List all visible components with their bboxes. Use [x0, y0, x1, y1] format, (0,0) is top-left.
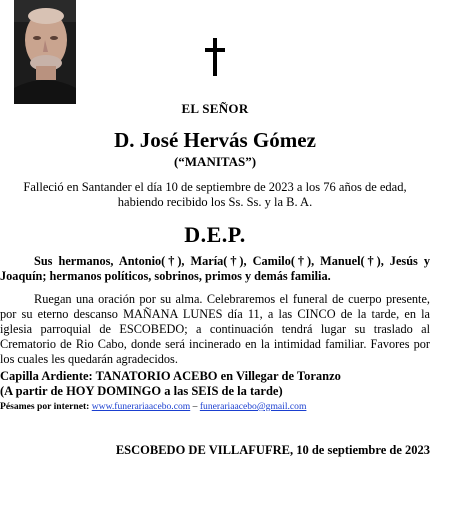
- condolences-line: [0, 401, 440, 412]
- funeral-text: Ruegan una oración por su alma. Celebraremos el funeral de cuerpo presente, por su eterno descanso MAÑANA LUNES día 11, a las CINCO de la tarde, en la iglesia parroquial de ESCOBEDO; a continuación tendrá lugar su traslado al Crematorio de Rio Cabo, donde será incinerado en la intimidad familiar. Favores por los cuales les quedarán agradecidos.: [0, 292, 430, 366]
- deceased-name: D. José Hervás Gómez: [114, 128, 316, 152]
- place-date: ESCOBEDO DE VILLAFUFRE, 10 de septiembre de 2023: [115, 443, 430, 457]
- death-notice: [0, 180, 430, 210]
- deceased-alias: (“MANITAS”): [173, 154, 257, 169]
- death-notice-line1: Falleció en Santander el día 10 de septiembre de 2023 a los 76 años de edad,: [23, 180, 407, 194]
- chapel-line2: (A partir de HOY DOMINGO a las SEIS de la tarde): [0, 384, 283, 398]
- family-text: Sus hermanos, Antonio(†), María(†), Camilo(†), Manuel(†), Jesús y Joaquín; hermanos políticos, sobrinos, primos y demás familia.: [0, 254, 430, 283]
- dep-heading: D.E.P.: [184, 222, 246, 247]
- latin-cross-icon: [205, 38, 225, 76]
- chapel-line1: Capilla Ardiente: TANATORIO ACEBO en Villegar de Toranzo: [0, 369, 341, 383]
- death-notice-line2: habiendo recibido los Ss. Ss. y la B. A.: [117, 195, 313, 209]
- title: EL SEÑOR: [181, 101, 249, 116]
- link-separator: –: [192, 401, 198, 412]
- deceased-photo: [14, 0, 76, 104]
- chapel-info: [0, 369, 430, 399]
- condolences-label: Pésames por internet:: [0, 401, 90, 412]
- email-link[interactable]: funerariaacebo@gmail.com: [199, 401, 307, 412]
- family-paragraph: [0, 254, 430, 284]
- funeral-paragraph: [0, 292, 430, 367]
- website-link[interactable]: www.funerariaacebo.com: [91, 401, 191, 412]
